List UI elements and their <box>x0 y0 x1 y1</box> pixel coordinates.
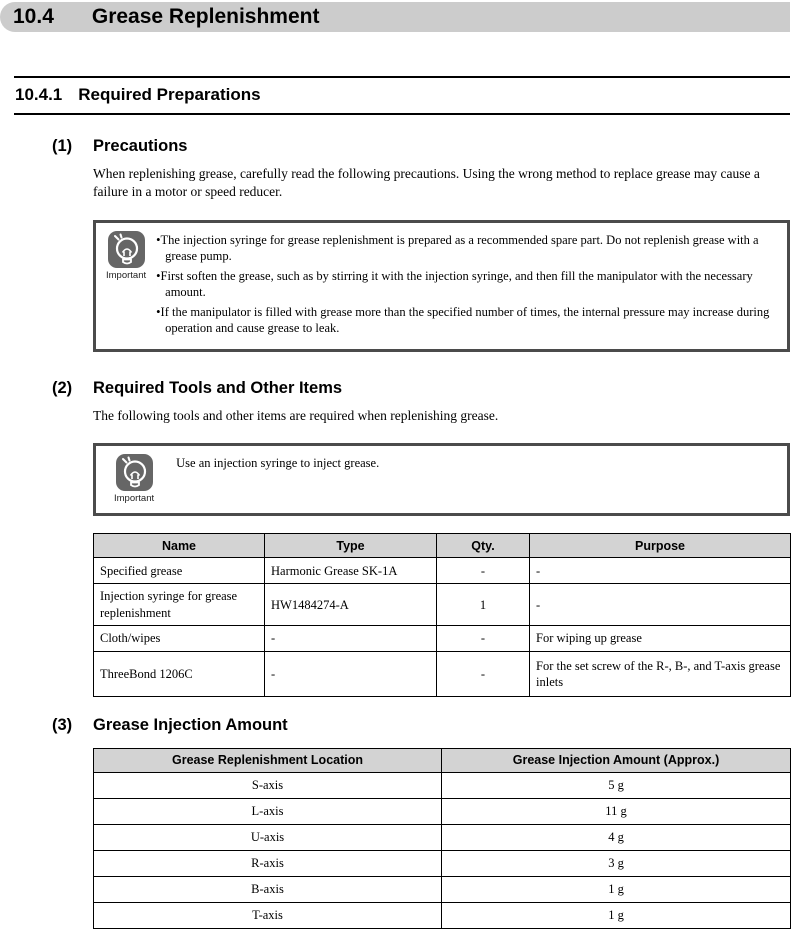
table-cell: ThreeBond 1206C <box>94 651 265 696</box>
important-icon-block <box>114 453 154 504</box>
table-row <box>94 798 791 824</box>
table-cell: S-axis <box>94 772 442 798</box>
table-cell: Specified grease <box>94 558 265 584</box>
table-cell: - <box>265 651 437 696</box>
important-bullet: • First soften the grease, such as by stirring it with the injection syringe, and then fill the manipulator with the necessary amount. <box>156 268 777 300</box>
table-row <box>94 651 791 696</box>
table-row <box>94 902 791 928</box>
column-header: Grease Injection Amount (Approx.) <box>442 748 791 772</box>
subsection-title: Required Preparations <box>78 85 261 104</box>
table-cell: For wiping up grease <box>530 625 791 651</box>
injection-amount-table <box>93 748 791 929</box>
table-row <box>94 625 791 651</box>
table-cell: Harmonic Grease SK-1A <box>265 558 437 584</box>
section-header-bar <box>0 2 790 32</box>
subsection-number: 10.4.1 <box>15 85 63 104</box>
table-row <box>94 850 791 876</box>
important-bullet: • If the manipulator is filled with grease more than the specified number of times, the internal pressure may increase during operation and cause grease to leak. <box>156 304 777 336</box>
table-cell: L-axis <box>94 798 442 824</box>
table-cell: 1 g <box>442 902 791 928</box>
table-cell: B-axis <box>94 876 442 902</box>
table-row <box>94 558 791 584</box>
table-cell: - <box>437 625 530 651</box>
lightbulb-icon <box>115 453 154 492</box>
section-title: Grease Replenishment <box>91 5 320 28</box>
important-note-box-tools <box>93 443 790 516</box>
table-cell: R-axis <box>94 850 442 876</box>
table-cell: - <box>530 584 791 626</box>
precautions-heading <box>0 137 797 156</box>
column-header: Grease Replenishment Location <box>94 748 442 772</box>
table-cell: - <box>437 651 530 696</box>
table-cell: - <box>265 625 437 651</box>
table-cell: 11 g <box>442 798 791 824</box>
precautions-body-text: When replenishing grease, carefully read the following precautions. Using the wrong method to replace grease may cause a failure in a motor or speed reducer. <box>93 166 760 199</box>
lightbulb-icon <box>107 230 146 269</box>
injection-heading-number: (3) <box>52 715 73 734</box>
column-header: Name <box>94 534 265 558</box>
precautions-heading-number: (1) <box>52 137 73 155</box>
table-cell: Injection syringe for grease replenishment <box>94 584 265 626</box>
tools-table-body <box>94 558 791 697</box>
table-cell: T-axis <box>94 902 442 928</box>
subsection-header <box>14 76 790 115</box>
column-header: Purpose <box>530 534 791 558</box>
table-cell: HW1484274-A <box>265 584 437 626</box>
section-number: 10.4 <box>13 5 54 28</box>
tools-table-header-row <box>94 534 791 558</box>
table-cell: For the set screw of the R-, B-, and T-axis grease inlets <box>530 651 791 696</box>
table-cell: - <box>437 558 530 584</box>
important-bullet: • The injection syringe for grease replenishment is prepared as a recommended spare part. Do not replenish grease with a grease pump. <box>156 232 777 264</box>
tools-table <box>93 533 791 697</box>
tools-body-text: The following tools and other items are required when replenishing grease. <box>93 407 499 423</box>
column-header: Qty. <box>437 534 530 558</box>
column-header: Type <box>265 534 437 558</box>
tools-heading-title: Required Tools and Other Items <box>93 378 343 397</box>
tools-heading-number: (2) <box>52 378 73 397</box>
injection-heading <box>0 716 797 735</box>
important-note-text: Use an injection syringe to inject grease. <box>176 456 380 471</box>
table-row <box>94 824 791 850</box>
table-cell: - <box>530 558 791 584</box>
table-cell: 1 g <box>442 876 791 902</box>
table-row <box>94 584 791 626</box>
important-label: Important <box>106 269 147 281</box>
table-cell: U-axis <box>94 824 442 850</box>
important-bullet-list <box>156 230 777 340</box>
amount-table-header-row <box>94 748 791 772</box>
table-cell: 1 <box>437 584 530 626</box>
amount-table-body <box>94 772 791 928</box>
table-row <box>94 772 791 798</box>
table-cell: 3 g <box>442 850 791 876</box>
tools-heading <box>0 379 797 398</box>
precautions-heading-title: Precautions <box>93 137 188 155</box>
table-row <box>94 876 791 902</box>
table-cell: 5 g <box>442 772 791 798</box>
injection-heading-title: Grease Injection Amount <box>93 715 288 734</box>
important-icon-block <box>106 230 146 281</box>
document-page <box>0 2 797 923</box>
important-note-box-precautions <box>93 220 790 352</box>
table-cell: 4 g <box>442 824 791 850</box>
table-cell: Cloth/wipes <box>94 625 265 651</box>
important-label: Important <box>114 493 155 505</box>
